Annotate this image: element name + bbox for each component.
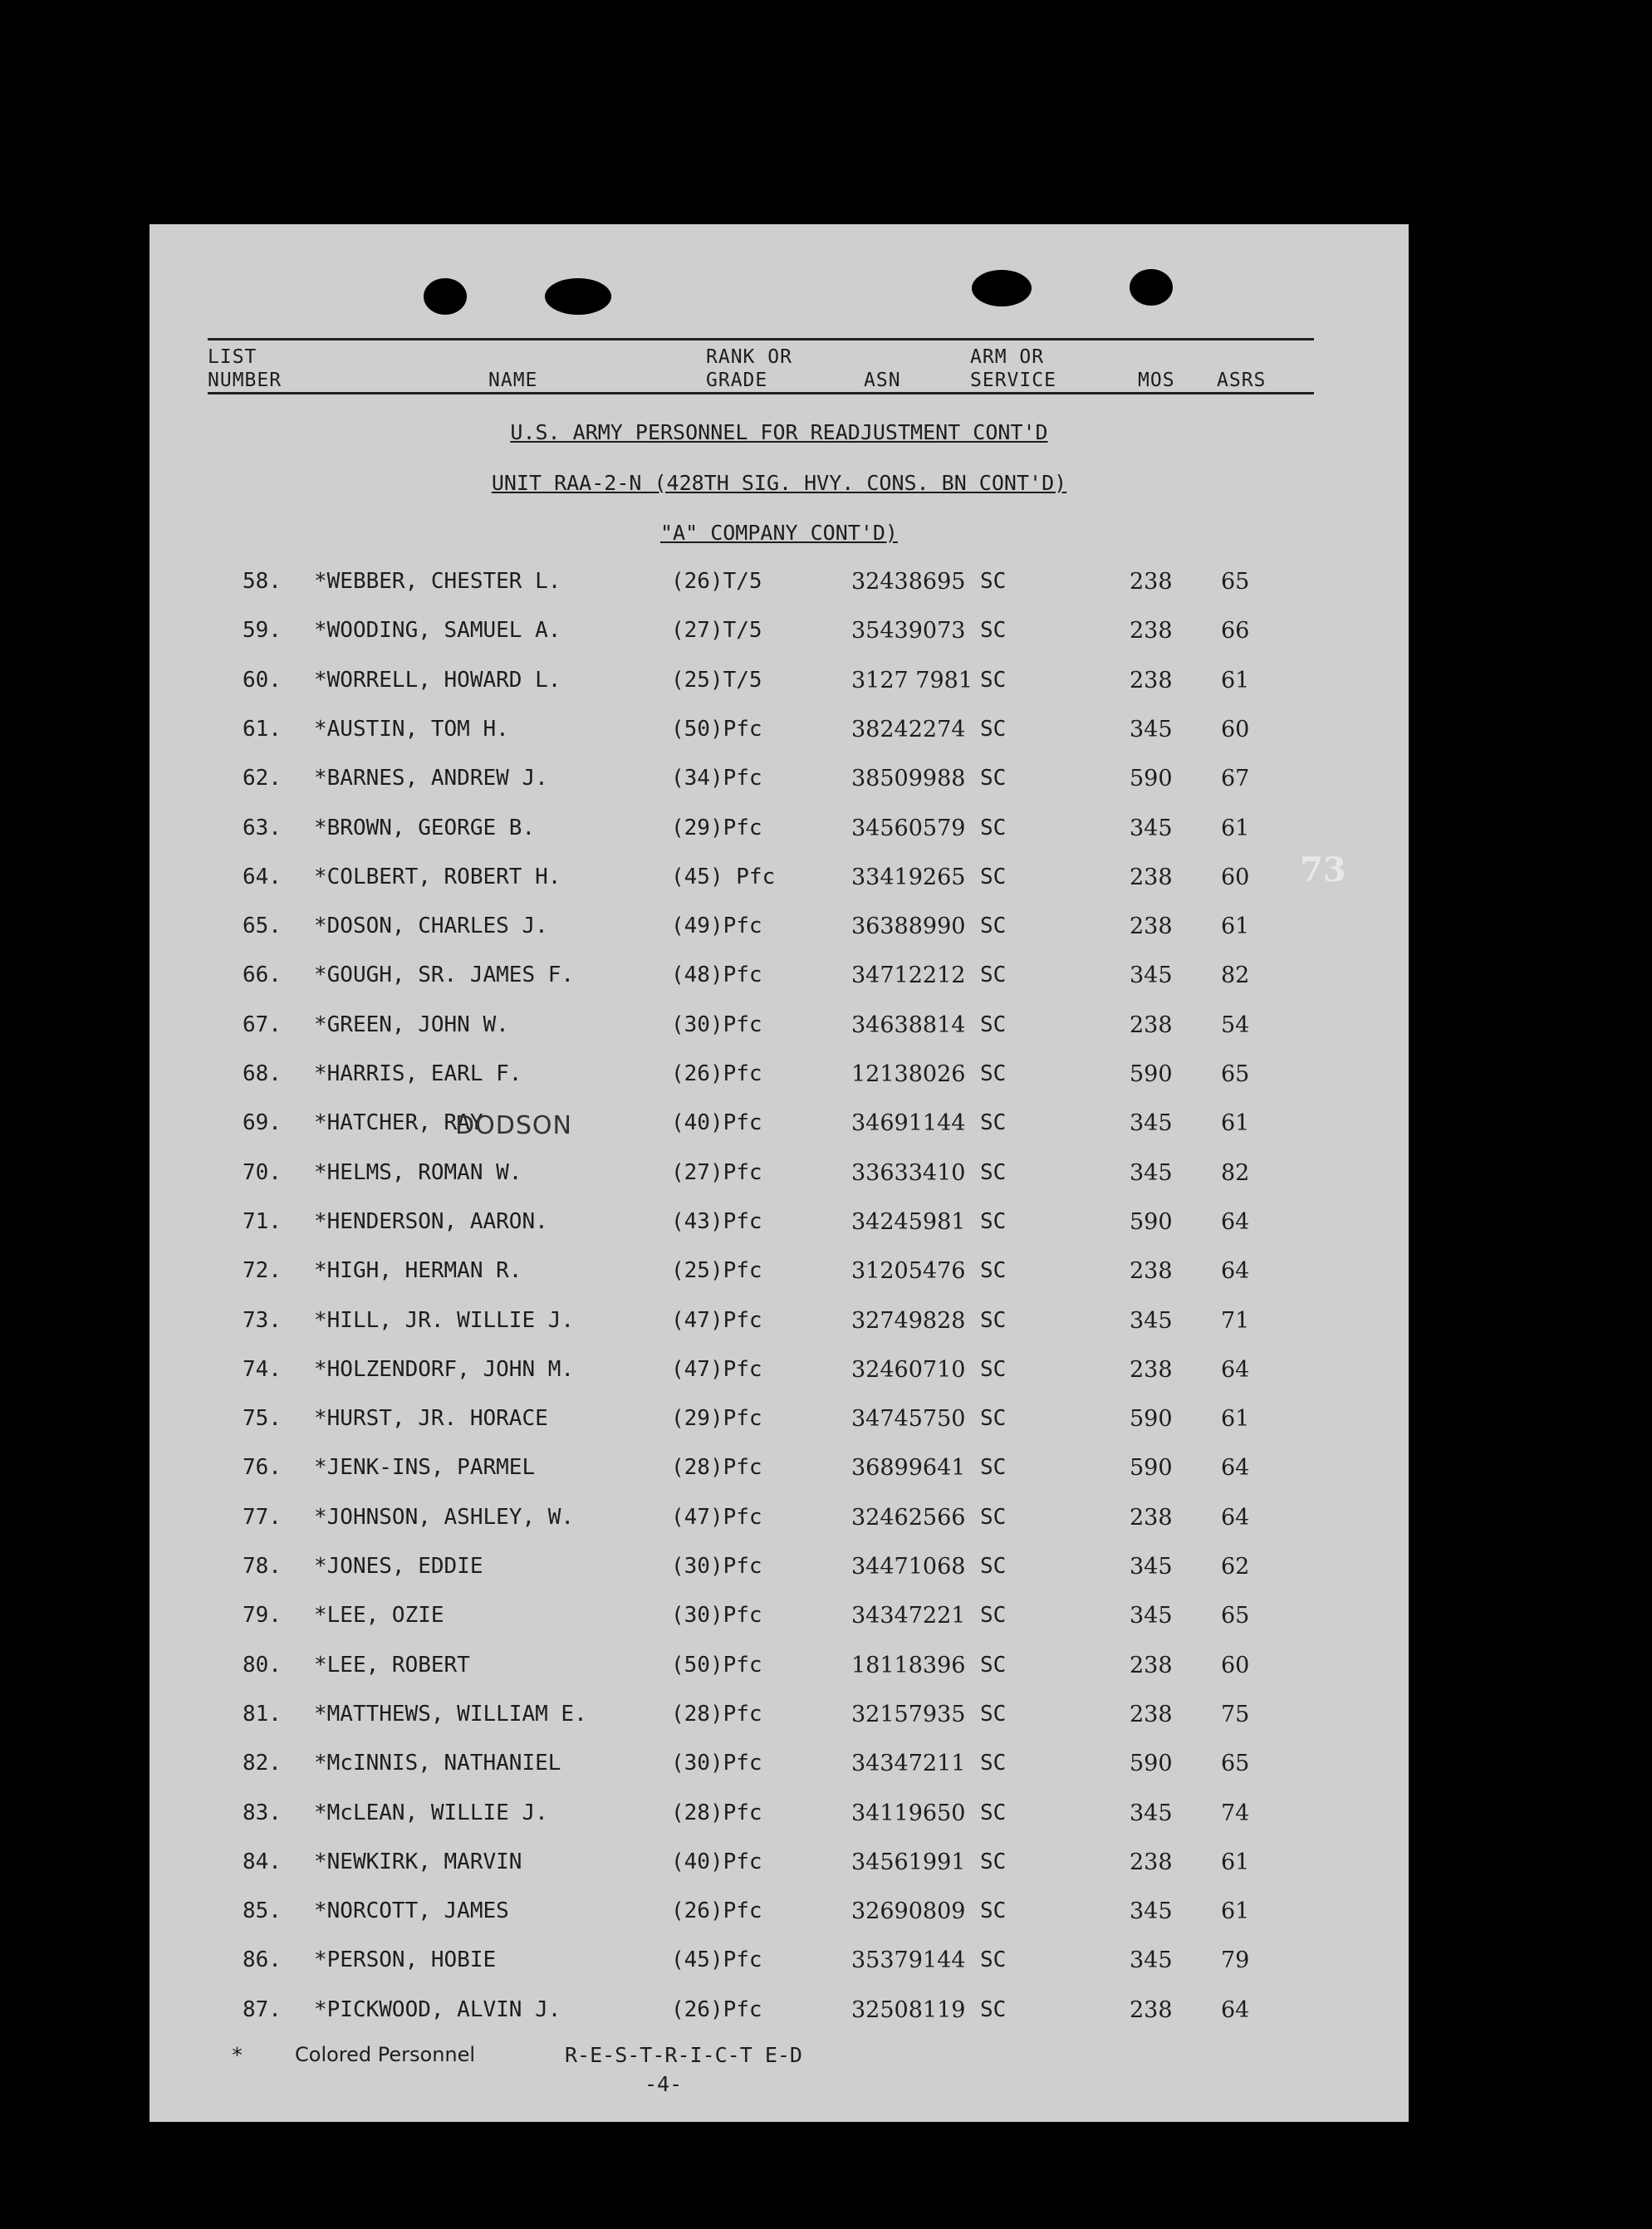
- cell-grade: (26)T/5: [671, 569, 762, 594]
- title-text: UNIT RAA-2-N (428TH SIG. HVY. CONS. BN CONT'D): [491, 471, 1067, 495]
- cell-num: 67.: [243, 1012, 282, 1037]
- table-row: [150, 1505, 1409, 1538]
- column-header-mos: MOS: [1138, 370, 1175, 391]
- cell-asn: 34560579: [851, 815, 966, 841]
- cell-grade: (27)Pfc: [671, 1159, 762, 1185]
- table-row: [150, 1209, 1409, 1242]
- cell-mos: 238: [1130, 667, 1173, 693]
- cell-grade: (47)Pfc: [671, 1504, 762, 1530]
- table-row: [150, 1012, 1409, 1046]
- header-text: GRADE: [706, 370, 768, 391]
- side-page-number: 73: [1300, 850, 1346, 889]
- column-header-name: NAME: [488, 370, 538, 391]
- cell-arm: SC: [980, 1110, 1007, 1136]
- cell-arm: SC: [980, 815, 1007, 840]
- cell-name: *AUSTIN, TOM H.: [314, 716, 509, 742]
- cell-asn: 32460710: [851, 1356, 966, 1383]
- cell-mos: 238: [1130, 1849, 1173, 1875]
- cell-arm: SC: [980, 716, 1007, 742]
- cell-mos: 238: [1130, 1652, 1173, 1678]
- cell-grade: (50)Pfc: [671, 716, 762, 742]
- cell-mos: 238: [1130, 569, 1173, 595]
- cell-name: *McINNIS, NATHANIEL: [314, 1751, 561, 1776]
- cell-grade: (40)Pfc: [671, 1110, 762, 1136]
- cell-asrs: 61: [1221, 1110, 1250, 1137]
- cell-arm: SC: [980, 1751, 1007, 1776]
- cell-mos: 238: [1130, 618, 1173, 644]
- cell-asrs: 61: [1221, 914, 1250, 940]
- cell-grade: (30)Pfc: [671, 1012, 762, 1037]
- cell-name: *HATCHER, RAY: [314, 1110, 483, 1136]
- cell-num: 81.: [243, 1701, 282, 1727]
- table-row: [150, 1554, 1409, 1587]
- cell-num: 73.: [243, 1307, 282, 1333]
- cell-num: 61.: [243, 716, 282, 742]
- cell-asrs: 61: [1221, 1849, 1250, 1875]
- cell-arm: SC: [980, 1947, 1007, 1973]
- cell-asn: 34347221: [851, 1603, 966, 1629]
- cell-num: 86.: [243, 1947, 282, 1973]
- table-row: [150, 1308, 1409, 1341]
- punch-hole: [545, 278, 611, 315]
- table-row: [150, 1702, 1409, 1735]
- cell-mos: 345: [1130, 1110, 1173, 1137]
- table-row: [150, 1603, 1409, 1636]
- cell-num: 76.: [243, 1455, 282, 1481]
- cell-num: 71.: [243, 1208, 282, 1234]
- cell-grade: (27)T/5: [671, 618, 762, 644]
- table-row: [150, 914, 1409, 947]
- cell-name: *WEBBER, CHESTER L.: [314, 569, 561, 594]
- cell-mos: 590: [1130, 1455, 1173, 1482]
- header-text: SERVICE: [970, 370, 1056, 391]
- column-header-rank: [706, 345, 792, 392]
- cell-grade: (47)Pfc: [671, 1356, 762, 1382]
- punch-hole: [972, 270, 1032, 306]
- cell-asrs: 79: [1221, 1947, 1250, 1974]
- cell-num: 59.: [243, 618, 282, 644]
- cell-num: 80.: [243, 1652, 282, 1678]
- cell-asn: 34119650: [851, 1800, 966, 1826]
- cell-arm: SC: [980, 667, 1007, 693]
- cell-asrs: 61: [1221, 1898, 1250, 1925]
- cell-asn: 18118396: [851, 1652, 966, 1678]
- cell-num: 68.: [243, 1061, 282, 1086]
- cell-name: *HILL, JR. WILLIE J.: [314, 1307, 575, 1333]
- cell-num: 72.: [243, 1258, 282, 1284]
- cell-mos: 345: [1130, 1947, 1173, 1974]
- cell-name: *BROWN, GEORGE B.: [314, 815, 536, 840]
- cell-mos: 238: [1130, 1012, 1173, 1038]
- header-text: ARM OR: [970, 346, 1045, 368]
- cell-num: 83.: [243, 1800, 282, 1825]
- cell-asrs: 64: [1221, 1996, 1250, 2023]
- cell-name: *LEE, ROBERT: [314, 1652, 470, 1678]
- cell-arm: SC: [980, 1406, 1007, 1432]
- cell-num: 62.: [243, 766, 282, 791]
- cell-num: 82.: [243, 1751, 282, 1776]
- cell-arm: SC: [980, 1603, 1007, 1629]
- cell-mos: 345: [1130, 1603, 1173, 1629]
- footer-legend: Colored Personnel: [295, 2043, 476, 2066]
- cell-name: *HENDERSON, AARON.: [314, 1208, 548, 1234]
- cell-mos: 238: [1130, 914, 1173, 940]
- cell-grade: (29)Pfc: [671, 1406, 762, 1432]
- cell-name: *BARNES, ANDREW J.: [314, 766, 548, 791]
- cell-mos: 238: [1130, 1504, 1173, 1531]
- cell-asn: 34638814: [851, 1012, 966, 1038]
- cell-grade: (29)Pfc: [671, 815, 762, 840]
- cell-mos: 238: [1130, 864, 1173, 890]
- title-text: "A" COMPANY CONT'D): [660, 521, 898, 545]
- cell-grade: (30)Pfc: [671, 1554, 762, 1579]
- cell-arm: SC: [980, 1061, 1007, 1086]
- cell-asrs: 61: [1221, 815, 1250, 841]
- cell-name: *WORRELL, HOWARD L.: [314, 667, 561, 693]
- cell-mos: 590: [1130, 1061, 1173, 1087]
- cell-arm: SC: [980, 1258, 1007, 1284]
- cell-arm: SC: [980, 569, 1007, 594]
- cell-asrs: 61: [1221, 667, 1250, 693]
- table-row: [150, 766, 1409, 799]
- cell-num: 74.: [243, 1356, 282, 1382]
- cell-mos: 590: [1130, 1751, 1173, 1777]
- table-row: [150, 1061, 1409, 1095]
- table-row: [150, 1160, 1409, 1193]
- handwritten-correction: DODSON: [455, 1111, 572, 1140]
- cell-asn: 36899641: [851, 1455, 966, 1482]
- cell-name: *COLBERT, ROBERT H.: [314, 864, 561, 889]
- cell-grade: (43)Pfc: [671, 1208, 762, 1234]
- cell-asn: 35379144: [851, 1947, 966, 1974]
- cell-asrs: 67: [1221, 766, 1250, 792]
- header-bottom-rule: [208, 392, 1314, 394]
- punch-hole: [1130, 269, 1173, 306]
- cell-grade: (30)Pfc: [671, 1603, 762, 1629]
- cell-name: *PERSON, HOBIE: [314, 1947, 497, 1973]
- cell-asn: 34712212: [851, 963, 966, 989]
- header-text: RANK OR: [706, 346, 792, 368]
- cell-arm: SC: [980, 1159, 1007, 1185]
- cell-asrs: 61: [1221, 1406, 1250, 1433]
- cell-mos: 238: [1130, 1996, 1173, 2023]
- column-header-asn: ASN: [864, 370, 901, 391]
- cell-mos: 238: [1130, 1701, 1173, 1727]
- table-row: [150, 717, 1409, 750]
- column-header-asrs: ASRS: [1217, 370, 1267, 391]
- cell-arm: SC: [980, 1652, 1007, 1678]
- cell-asn: 12138026: [851, 1061, 966, 1087]
- table-row: [150, 1406, 1409, 1439]
- cell-name: *GREEN, JOHN W.: [314, 1012, 509, 1037]
- table-row: [150, 1110, 1409, 1144]
- cell-asn: 34691144: [851, 1110, 966, 1137]
- cell-grade: (25)T/5: [671, 667, 762, 693]
- cell-grade: (50)Pfc: [671, 1652, 762, 1678]
- cell-asrs: 65: [1221, 569, 1250, 595]
- cell-grade: (26)Pfc: [671, 1898, 762, 1924]
- cell-asn: 32438695: [851, 569, 966, 595]
- cell-asn: 32462566: [851, 1504, 966, 1531]
- cell-asn: 33633410: [851, 1159, 966, 1186]
- cell-mos: 345: [1130, 963, 1173, 989]
- cell-asrs: 65: [1221, 1603, 1250, 1629]
- cell-name: *HURST, JR. HORACE: [314, 1406, 548, 1432]
- table-row: [150, 668, 1409, 701]
- cell-name: *NEWKIRK, MARVIN: [314, 1849, 522, 1874]
- cell-num: 64.: [243, 864, 282, 889]
- cell-num: 77.: [243, 1504, 282, 1530]
- cell-mos: 590: [1130, 766, 1173, 792]
- table-row: [150, 1751, 1409, 1784]
- cell-mos: 345: [1130, 1800, 1173, 1826]
- cell-num: 60.: [243, 667, 282, 693]
- cell-asn: 36388990: [851, 914, 966, 940]
- cell-asn: 33419265: [851, 864, 966, 890]
- column-header-arm: [970, 345, 1056, 392]
- cell-asn: 38242274: [851, 716, 966, 742]
- cell-arm: SC: [980, 1800, 1007, 1825]
- table-row: [150, 1455, 1409, 1488]
- cell-num: 79.: [243, 1603, 282, 1629]
- cell-asn: 34245981: [851, 1208, 966, 1235]
- cell-name: *LEE, OZIE: [314, 1603, 444, 1629]
- cell-num: 87.: [243, 1996, 282, 2022]
- cell-asrs: 65: [1221, 1061, 1250, 1087]
- cell-num: 75.: [243, 1406, 282, 1432]
- cell-grade: (28)Pfc: [671, 1455, 762, 1481]
- cell-asrs: 64: [1221, 1258, 1250, 1285]
- cell-asrs: 65: [1221, 1751, 1250, 1777]
- cell-asn: 32508119: [851, 1996, 966, 2023]
- cell-name: *JENK-INS, PARMEL: [314, 1455, 536, 1481]
- cell-asrs: 64: [1221, 1356, 1250, 1383]
- cell-num: 70.: [243, 1159, 282, 1185]
- cell-name: *McLEAN, WILLIE J.: [314, 1800, 548, 1825]
- cell-name: *MATTHEWS, WILLIAM E.: [314, 1701, 587, 1727]
- table-row: [150, 569, 1409, 602]
- cell-name: *WOODING, SAMUEL A.: [314, 618, 561, 644]
- title-text: U.S. ARMY PERSONNEL FOR READJUSTMENT CONT'D: [510, 420, 1048, 444]
- table-row: [150, 816, 1409, 849]
- cell-mos: 590: [1130, 1406, 1173, 1433]
- cell-name: *NORCOTT, JAMES: [314, 1898, 509, 1924]
- cell-arm: SC: [980, 963, 1007, 988]
- cell-asn: 38509988: [851, 766, 966, 792]
- cell-asrs: 62: [1221, 1554, 1250, 1580]
- cell-asrs: 64: [1221, 1455, 1250, 1482]
- cell-grade: (45)Pfc: [671, 1947, 762, 1973]
- cell-asrs: 74: [1221, 1800, 1250, 1826]
- cell-mos: 345: [1130, 815, 1173, 841]
- table-row: [150, 1947, 1409, 1981]
- cell-num: 66.: [243, 963, 282, 988]
- cell-name: *DOSON, CHARLES J.: [314, 914, 548, 939]
- cell-arm: SC: [980, 1898, 1007, 1924]
- cell-asrs: 66: [1221, 618, 1250, 644]
- cell-name: *JOHNSON, ASHLEY, W.: [314, 1504, 575, 1530]
- footer-classification: R-E-S-T-R-I-C-T E-D: [565, 2043, 802, 2067]
- cell-asrs: 82: [1221, 963, 1250, 989]
- cell-asrs: 82: [1221, 1159, 1250, 1186]
- cell-arm: SC: [980, 1554, 1007, 1579]
- cell-name: *HOLZENDORF, JOHN M.: [314, 1356, 575, 1382]
- cell-arm: SC: [980, 1701, 1007, 1727]
- table-row: [150, 1653, 1409, 1686]
- footer-page-number: -4-: [645, 2072, 683, 2096]
- cell-asrs: 71: [1221, 1307, 1250, 1334]
- cell-num: 58.: [243, 569, 282, 594]
- table-row: [150, 963, 1409, 996]
- cell-name: *HIGH, HERMAN R.: [314, 1258, 522, 1284]
- cell-mos: 345: [1130, 1159, 1173, 1186]
- title-line-2: [150, 471, 1409, 495]
- cell-num: 78.: [243, 1554, 282, 1579]
- cell-mos: 345: [1130, 1554, 1173, 1580]
- cell-grade: (28)Pfc: [671, 1701, 762, 1727]
- header-text: LIST: [208, 346, 257, 368]
- cell-asn: 32749828: [851, 1307, 966, 1334]
- cell-grade: (26)Pfc: [671, 1061, 762, 1086]
- cell-mos: 345: [1130, 1898, 1173, 1925]
- cell-grade: (49)Pfc: [671, 914, 762, 939]
- table-row: [150, 1997, 1409, 2031]
- cell-name: *JONES, EDDIE: [314, 1554, 483, 1579]
- cell-grade: (28)Pfc: [671, 1800, 762, 1825]
- column-header-list-number: [208, 345, 282, 392]
- cell-mos: 345: [1130, 1307, 1173, 1334]
- cell-arm: SC: [980, 1208, 1007, 1234]
- cell-arm: SC: [980, 1356, 1007, 1382]
- punch-hole: [424, 278, 467, 315]
- table-row: [150, 1849, 1409, 1883]
- cell-mos: 238: [1130, 1258, 1173, 1285]
- cell-grade: (40)Pfc: [671, 1849, 762, 1874]
- cell-arm: SC: [980, 766, 1007, 791]
- cell-name: *HELMS, ROMAN W.: [314, 1159, 522, 1185]
- cell-arm: SC: [980, 914, 1007, 939]
- table-row: [150, 1898, 1409, 1932]
- cell-asn: 3127 7981: [851, 667, 973, 693]
- cell-mos: 590: [1130, 1208, 1173, 1235]
- header-top-rule: [208, 338, 1314, 340]
- cell-arm: SC: [980, 1504, 1007, 1530]
- table-row: [150, 1800, 1409, 1834]
- cell-grade: (47)Pfc: [671, 1307, 762, 1333]
- cell-grade: (26)Pfc: [671, 1996, 762, 2022]
- cell-asrs: 60: [1221, 1652, 1250, 1678]
- cell-asrs: 60: [1221, 864, 1250, 890]
- cell-asrs: 60: [1221, 716, 1250, 742]
- cell-mos: 238: [1130, 1356, 1173, 1383]
- cell-arm: SC: [980, 1307, 1007, 1333]
- document-page: [150, 224, 1409, 2122]
- cell-num: 69.: [243, 1110, 282, 1136]
- cell-arm: SC: [980, 1849, 1007, 1874]
- cell-grade: (45) Pfc: [671, 864, 776, 889]
- cell-arm: SC: [980, 1012, 1007, 1037]
- cell-asn: 34347211: [851, 1751, 966, 1777]
- cell-num: 63.: [243, 815, 282, 840]
- table-row: [150, 618, 1409, 651]
- cell-asn: 32157935: [851, 1701, 966, 1727]
- cell-arm: SC: [980, 1455, 1007, 1481]
- cell-grade: (48)Pfc: [671, 963, 762, 988]
- table-row: [150, 1357, 1409, 1390]
- title-line-3: [150, 521, 1409, 545]
- table-row: [150, 865, 1409, 898]
- table-row: [150, 1258, 1409, 1291]
- cell-arm: SC: [980, 864, 1007, 889]
- cell-num: 84.: [243, 1849, 282, 1874]
- cell-arm: SC: [980, 1996, 1007, 2022]
- cell-asrs: 64: [1221, 1208, 1250, 1235]
- cell-grade: (34)Pfc: [671, 766, 762, 791]
- cell-asn: 31205476: [851, 1258, 966, 1285]
- cell-asrs: 54: [1221, 1012, 1250, 1038]
- cell-name: *GOUGH, SR. JAMES F.: [314, 963, 575, 988]
- cell-name: *HARRIS, EARL F.: [314, 1061, 522, 1086]
- cell-grade: (25)Pfc: [671, 1258, 762, 1284]
- cell-mos: 345: [1130, 716, 1173, 742]
- cell-asn: 34745750: [851, 1406, 966, 1433]
- cell-num: 65.: [243, 914, 282, 939]
- cell-grade: (30)Pfc: [671, 1751, 762, 1776]
- cell-num: 85.: [243, 1898, 282, 1924]
- cell-asn: 34471068: [851, 1554, 966, 1580]
- cell-asrs: 64: [1221, 1504, 1250, 1531]
- header-text: NUMBER: [208, 370, 282, 391]
- footer-asterisk: *: [231, 2043, 244, 2067]
- cell-asrs: 75: [1221, 1701, 1250, 1727]
- cell-asn: 35439073: [851, 618, 966, 644]
- cell-arm: SC: [980, 618, 1007, 644]
- title-line-1: [150, 420, 1409, 444]
- cell-asn: 32690809: [851, 1898, 966, 1925]
- cell-asn: 34561991: [851, 1849, 966, 1875]
- cell-name: *PICKWOOD, ALVIN J.: [314, 1996, 561, 2022]
